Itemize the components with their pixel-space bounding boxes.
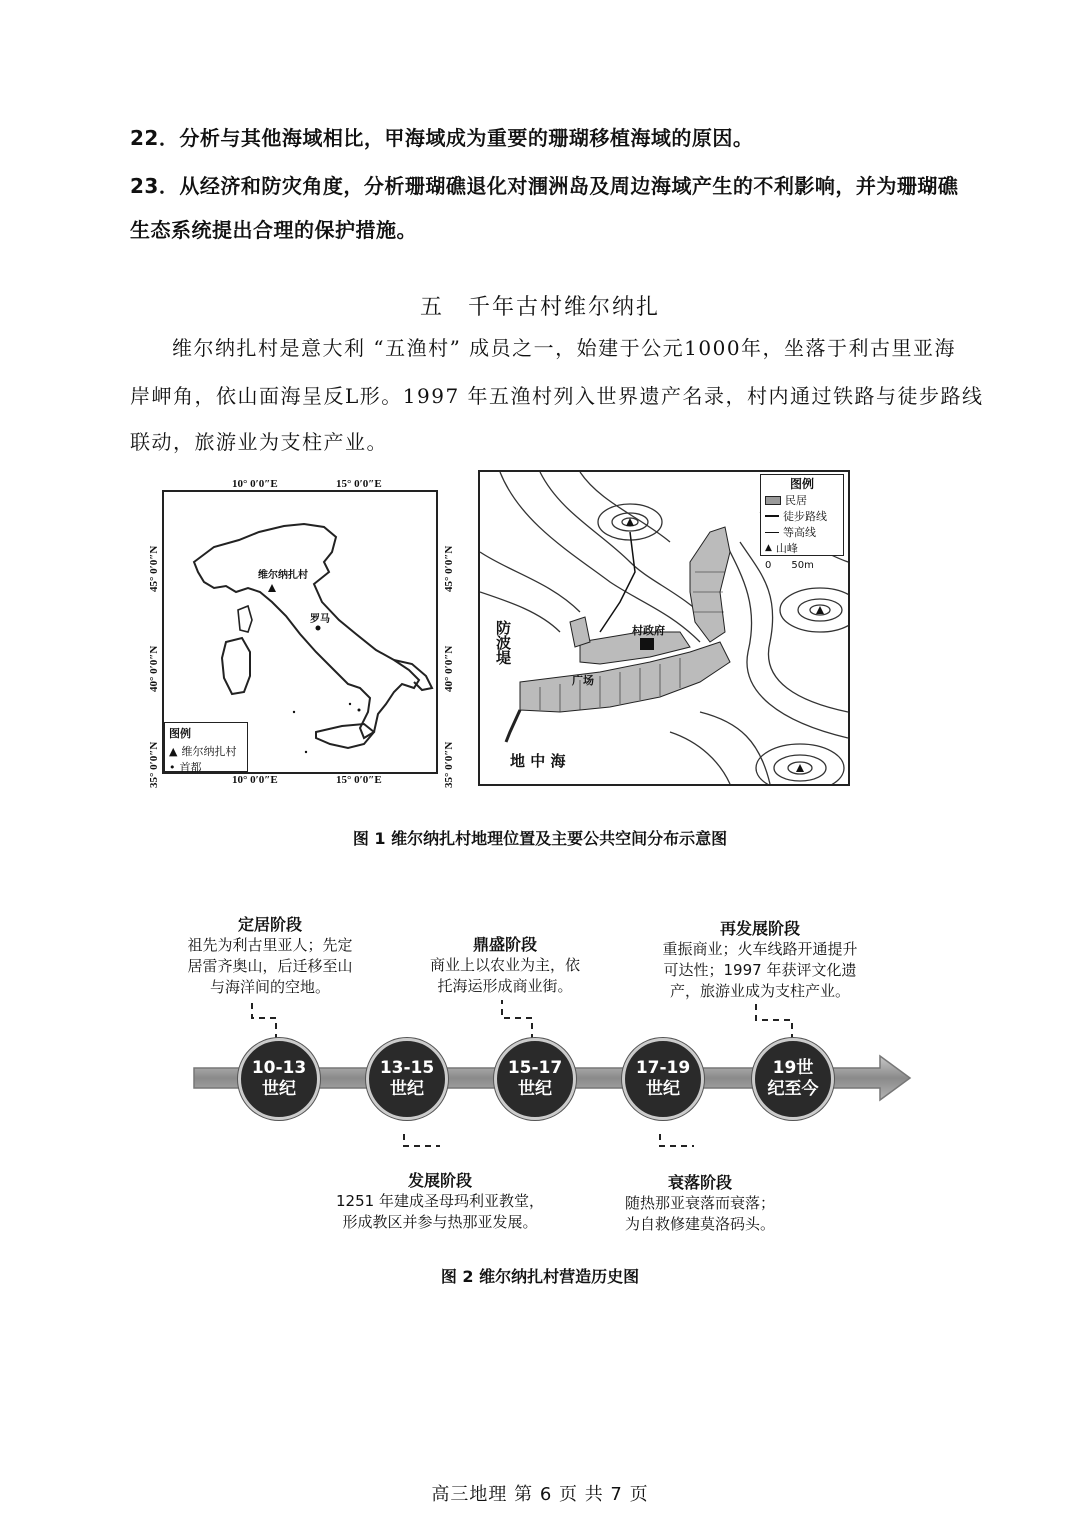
- coord-left-35n: 35° 0′0″N: [148, 741, 160, 788]
- figure2-caption: 图 2 维尔纳扎村营造历史图: [440, 1267, 640, 1286]
- legend-item-trail: 徒步路线: [783, 510, 827, 523]
- italy-map: [140, 470, 460, 790]
- stage-title: 发展阶段: [407, 1171, 472, 1190]
- legend-item-houses: 民居: [785, 494, 807, 507]
- peak-icon: ▲: [765, 543, 772, 553]
- period-label-line1: 17-19: [635, 1058, 691, 1078]
- figure1-caption: 图 1 维尔纳扎村地理位置及主要公共空间分布示意图: [352, 829, 728, 848]
- stage-development: [310, 1168, 570, 1233]
- coord-right-35n: 35° 0′0″N: [443, 741, 455, 788]
- period-label-line1: 10-13: [251, 1058, 307, 1078]
- stage-title: 衰落阶段: [667, 1173, 732, 1192]
- legend-item-contour: 等高线: [783, 526, 816, 539]
- legend-village: 维尔纳扎村: [181, 745, 237, 758]
- coord-bottom-10e: 10° 0′0″E: [232, 774, 278, 786]
- period-label-line2: 世纪: [262, 1079, 296, 1099]
- stage-text-line1: 重振商业；火车线路开通提升: [662, 940, 858, 958]
- period-13-15: [366, 1038, 448, 1120]
- trail-icon: [765, 515, 779, 517]
- period-label-line2: 世纪: [518, 1079, 552, 1099]
- village-marker: [268, 584, 276, 592]
- contour-icon: [765, 532, 779, 533]
- label-townhall: 村政府: [632, 624, 665, 637]
- stage-text-line2: 为自救修建莫洛码头。: [624, 1215, 775, 1233]
- label-rome: 罗马: [310, 614, 330, 625]
- period-label-line2: 纪至今: [767, 1079, 819, 1099]
- stage-text-line1: 商业上以农业为主，依: [429, 956, 580, 974]
- stage-text-line3: 与海洋间的空地。: [209, 978, 330, 996]
- legend-item-peak: 山峰: [775, 542, 798, 555]
- period-label-line1: 15-17: [507, 1058, 563, 1078]
- triangle-icon: ▲: [169, 744, 178, 758]
- stage-text-line2: 居雷齐奥山，后迁移至山: [187, 957, 353, 975]
- period-label-line2: 世纪: [646, 1079, 680, 1099]
- coord-bottom-15e: 15° 0′0″E: [336, 774, 382, 786]
- question-23-line2: 生态系统提出合理的保护措施。: [130, 218, 417, 242]
- house-icon: [765, 496, 781, 505]
- stage-redevelopment: [640, 916, 880, 1002]
- scale-bar: 0 50m: [765, 560, 814, 571]
- rome-marker: [316, 626, 321, 631]
- italy-map-legend: [164, 722, 248, 772]
- period-10-13: [238, 1038, 320, 1120]
- period-15-17: [494, 1038, 576, 1120]
- townhall-marker: [640, 638, 654, 650]
- question-22: 22．分析与其他海域相比，甲海域成为重要的珊瑚移植海域的原因。: [130, 126, 754, 150]
- legend-capital: 首都: [179, 761, 202, 774]
- coord-right-40n: 40° 0′0″N: [443, 645, 455, 692]
- paragraph-line2: 岸岬角，依山面海呈反L形。1997 年五渔村列入世界遗产名录，村内通过铁路与徒步路线: [130, 384, 984, 408]
- period-17-19: [622, 1038, 704, 1120]
- coord-right-45n: 45° 0′0″N: [443, 545, 455, 592]
- period-19-present: [752, 1038, 834, 1120]
- page-footer: 高三地理 第 6 页 共 7 页: [431, 1484, 649, 1505]
- label-sea: 地 中 海: [510, 752, 566, 770]
- legend-title: 图例: [789, 477, 814, 491]
- stage-text-line2: 托海运形成商业街。: [437, 977, 573, 995]
- stage-text-line1: 随热那亚衰落而衰落；: [624, 1194, 775, 1212]
- coord-top-10e: 10° 0′0″E: [232, 478, 278, 490]
- village-map-legend: [760, 474, 844, 571]
- dot-icon: •: [169, 760, 176, 774]
- coord-left-45n: 45° 0′0″N: [148, 545, 160, 592]
- paragraph-line1: 维尔纳扎村是意大利 “五渔村” 成员之一，始建于公元1000年，坐落于利古里亚海: [172, 336, 957, 360]
- stage-prosperity: [410, 932, 600, 997]
- question-23-line1: 23．从经济和防灾角度，分析珊瑚礁退化对涠洲岛及周边海域产生的不利影响，并为珊瑚礁: [130, 174, 959, 198]
- italy-map-frame: [162, 490, 438, 774]
- stage-decline: [590, 1170, 810, 1235]
- period-label-line2: 世纪: [390, 1079, 424, 1099]
- stage-title: 再发展阶段: [719, 919, 800, 938]
- stage-text-line3: 产，旅游业成为支柱产业。: [669, 982, 850, 1000]
- stage-text-line1: 1251 年建成圣母玛利亚教堂，: [336, 1192, 544, 1210]
- stage-title: 定居阶段: [237, 915, 302, 934]
- label-breakwater: 防波堤: [494, 620, 512, 665]
- timeline: [0, 900, 1080, 1240]
- label-square: 广场: [572, 674, 594, 687]
- stage-title: 鼎盛阶段: [472, 935, 537, 954]
- stage-settlement: [160, 912, 380, 998]
- village-map: [478, 470, 850, 786]
- coord-top-15e: 15° 0′0″E: [336, 478, 382, 490]
- coord-left-40n: 40° 0′0″N: [148, 645, 160, 692]
- section-title: 五 千年古村维尔纳扎: [419, 295, 660, 320]
- stage-text-line2: 形成教区并参与热那亚发展。: [342, 1213, 538, 1231]
- period-label-line1: 13-15: [379, 1058, 435, 1078]
- period-label-line1: 19世: [772, 1058, 814, 1078]
- legend-title: 图例: [169, 727, 191, 740]
- paragraph-line3: 联动，旅游业为支柱产业。: [130, 430, 388, 454]
- stage-text-line1: 祖先为利古里亚人；先定: [187, 936, 353, 954]
- stage-text-line2: 可达性；1997 年获评文化遗: [663, 961, 857, 979]
- label-village: 维尔纳扎村: [258, 570, 308, 581]
